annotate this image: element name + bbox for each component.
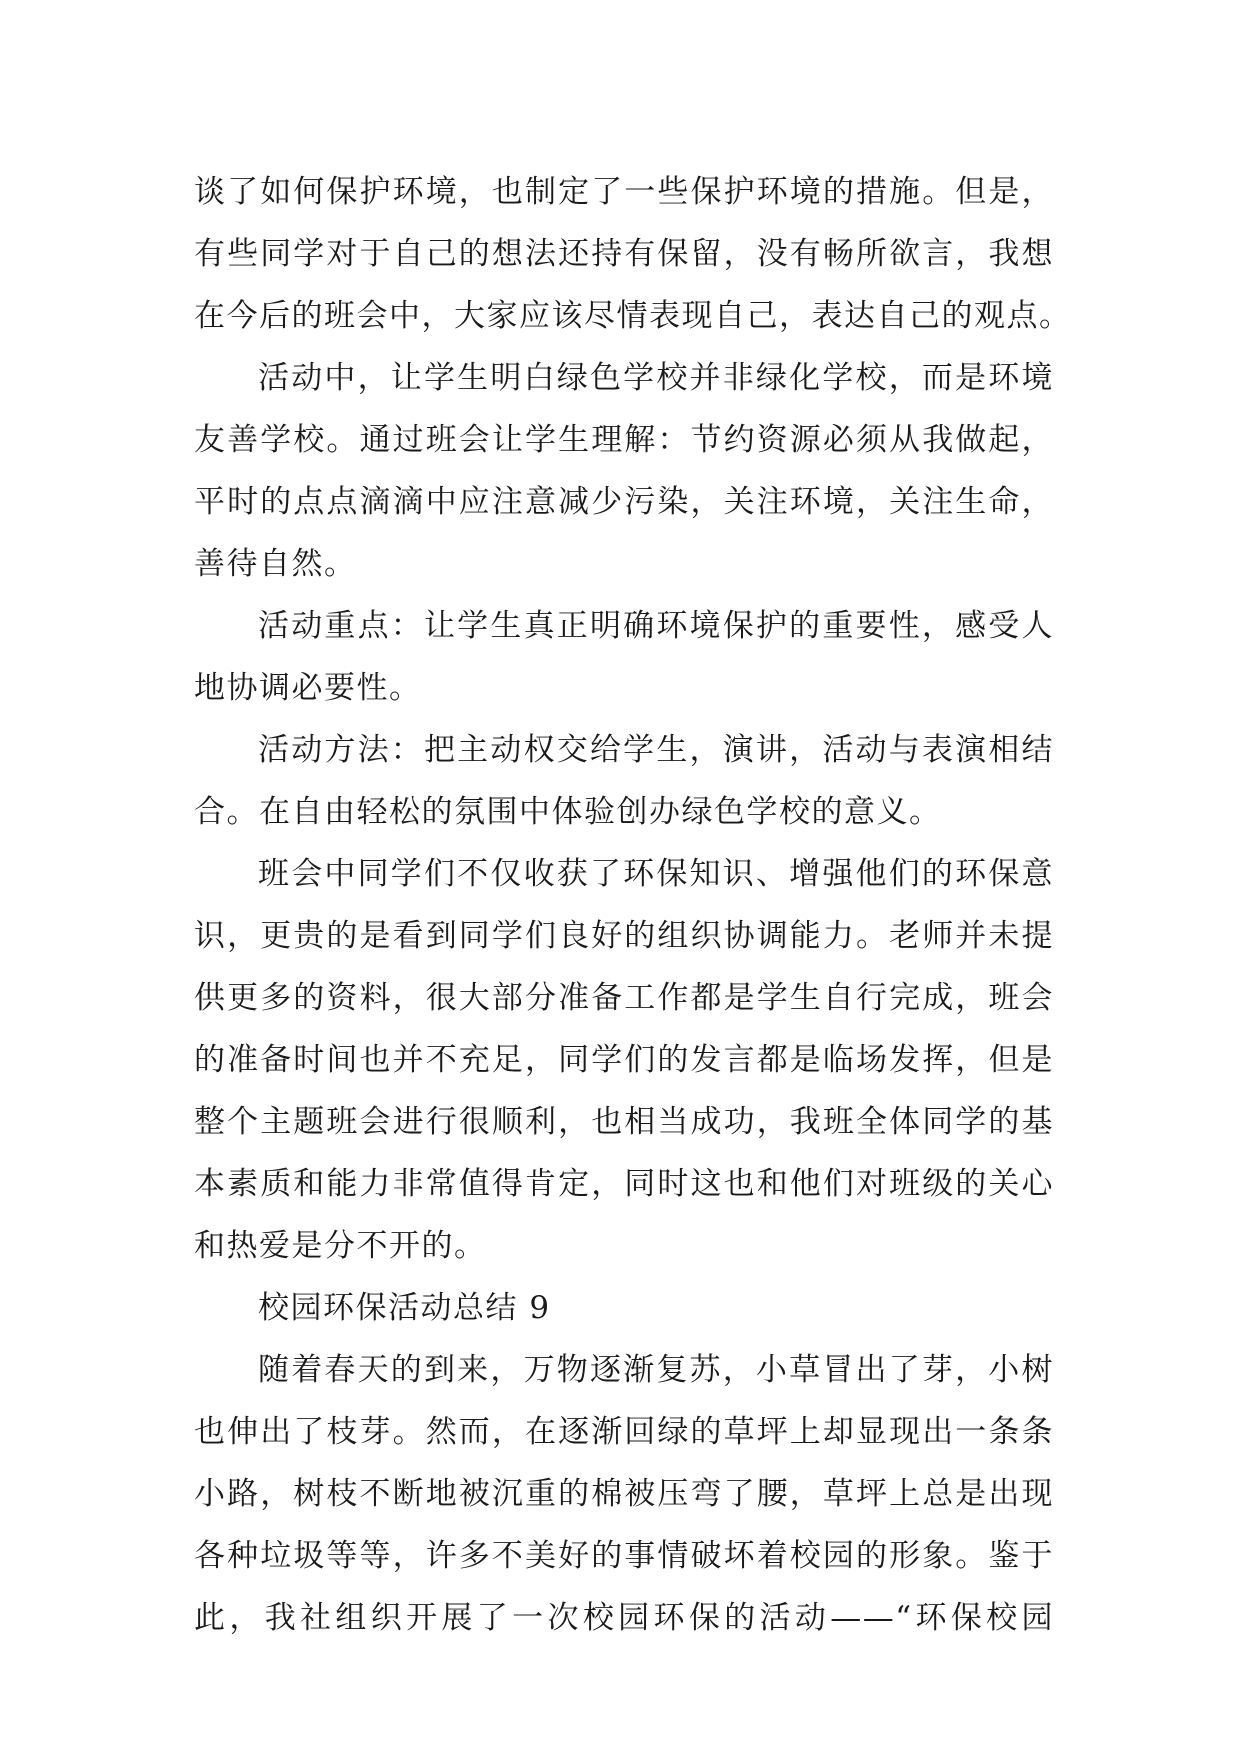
text-line: 善待自然。 — [194, 546, 357, 582]
section-heading: 校园环保活动总结 9 — [258, 1290, 551, 1326]
text-line: 地协调必要性。 — [194, 670, 422, 706]
text-line: 在今后的班会中，大家应该尽情表现自己，表达自己的观点。 — [194, 298, 1072, 334]
text-line: 识，更贵的是看到同学们良好的组织协调能力。老师并未提 — [194, 918, 1054, 954]
text-line: 友善学校。通过班会让学生理解：节约资源必须从我做起， — [194, 422, 1054, 458]
text-line: 合。在自由轻松的氛围中体验创办绿色学校的意义。 — [194, 794, 942, 830]
paragraph-start-line: 随着春天的到来，万物逐渐复苏，小草冒出了芽，小树 — [258, 1352, 1054, 1388]
text-line: 和热爱是分不开的。 — [194, 1228, 487, 1264]
paragraph-start-line: 活动方法：把主动权交给学生，演讲，活动与表演相结 — [258, 732, 1054, 768]
text-line: 有些同学对于自己的想法还持有保留，没有畅所欲言，我想 — [194, 236, 1054, 272]
text-line: 此，我社组织开展了一次校园环保的活动——“环保校园 — [194, 1600, 1054, 1636]
text-line: 的准备时间也并不充足，同学们的发言都是临场发挥，但是 — [194, 1042, 1054, 1078]
text-line: 平时的点点滴滴中应注意减少污染，关注环境，关注生命， — [194, 484, 1054, 520]
document-body — [194, 161, 1072, 1649]
text-line: 各种垃圾等等，许多不美好的事情破坏着校园的形象。鉴于 — [194, 1538, 1054, 1574]
text-line: 谈了如何保护环境，也制定了一些保护环境的措施。但是， — [194, 174, 1054, 210]
paragraph-start-line: 活动重点：让学生真正明确环境保护的重要性，感受人 — [258, 608, 1054, 644]
text-line: 小路，树枝不断地被沉重的棉被压弯了腰，草坪上总是出现 — [194, 1476, 1054, 1512]
paragraph-start-line: 班会中同学们不仅收获了环保知识、增强他们的环保意 — [258, 856, 1054, 892]
text-line: 也伸出了枝芽。然而，在逐渐回绿的草坪上却显现出一条条 — [194, 1414, 1054, 1450]
text-line: 本素质和能力非常值得肯定，同时这也和他们对班级的关心 — [194, 1166, 1054, 1202]
text-line: 供更多的资料，很大部分准备工作都是学生自行完成，班会 — [194, 980, 1054, 1016]
paragraph-start-line: 活动中，让学生明白绿色学校并非绿化学校，而是环境 — [258, 360, 1054, 396]
text-line: 整个主题班会进行很顺利，也相当成功，我班全体同学的基 — [194, 1104, 1054, 1140]
